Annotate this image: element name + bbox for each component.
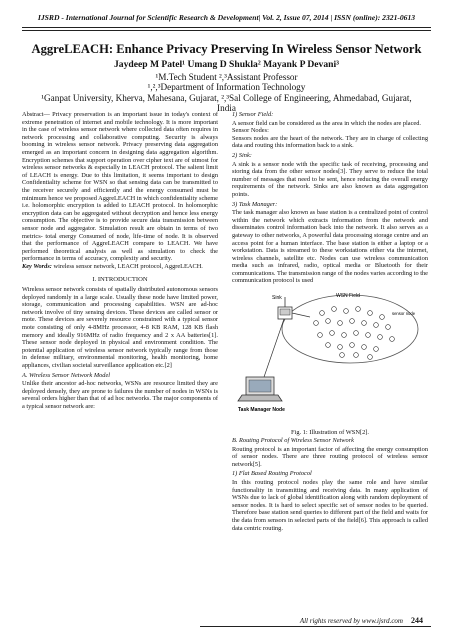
task-manager-text: The task manager also known as base station is a centralized point of control within the network which extracts information from the network and disseminates control information back into the network. It also serves as a gateway to other networks, A powerful data processing storage centre and an access point for a human interface. The base station is either a laptop or a workstation. Data is streamed to these workstations either via the internet, wireless channels, satellite etc. Nodes can use wireless communication media such as infrared, radio, optical media or Bluetooth for their communications. The transmission range of the nodes varies according to the communication protocol is used [232, 209, 428, 285]
keywords-text: wireless sensor network, LEACH protocol, AggreLEACH. [51, 262, 203, 270]
sensor-node-dot [340, 353, 345, 358]
sensor-node-dot [318, 333, 323, 338]
sensor-node-dot [366, 333, 371, 338]
page-footer [300, 616, 423, 625]
page-number: 244 [411, 616, 423, 625]
paper-title: AggreLEACH: Enhance Privacy Preserving In Wireless Sensor Network [31, 42, 422, 56]
sensor-node-dot [374, 347, 379, 352]
sink-title: 2) Sink: [232, 151, 252, 159]
sensor-node-dot [332, 307, 337, 312]
sensor-node-dot [338, 321, 343, 326]
sensor-node-dot [326, 319, 331, 324]
header-rule-2 [22, 30, 431, 31]
affiliation-line-1: ¹M.Tech Student ²,³Assistant Professor [155, 72, 298, 82]
sensor-node-dot [342, 333, 347, 338]
task-manager-label: Task Manager Node [238, 407, 285, 414]
footer-text: All rights reserved by www.ijsrd.com [299, 617, 403, 625]
sensor-node-dot [374, 323, 379, 328]
task-manager-title: 3) Task Manager: [232, 200, 278, 208]
sensor-node-dot [362, 321, 367, 326]
sensor-node-dot [380, 315, 385, 320]
abstract-text: Privacy preservation is an important issue in today's context of extreme penetration of internet and mobile technology. It is more important in the case of wireless sensor network where collected data often requires in network processing and collaborative computing. Security is always booming in wireless sensor network. Privacy preserving data aggregation emerged as an important concern in designing data aggregation algorithm. Encryption schemes that support operation over cipher text are of utmost for wireless sensor networks & especially in LEACH protocol. The salient limit of LEACH is energy. Due to this limitation, it seems important to design Confidentiality scheme for WSN so that sensing data can be transmitted to the receiver securely and efficiently and the energy consumed must be minimum hence we proposed AggreLEACH in which confidentiality scheme i.e. holomorphic encryption is added to LEACH protocol. In holomorphic encryption data can be aggregated without decryption and hence less energy consumption. The objective is to provide secure data transmission between sensor node and aggregator. Simulation result are obtain in terms of two metrics- total energy Consumed of node, life-time of node. It is observed that the performance of AggreLEACH compare to LEACH. We have performed theoretical analysis as well as simulation to check the performance in terms of accuracy, complexity and security. [22, 111, 218, 263]
abstract-label: Abstract— [22, 111, 50, 118]
affiliation-line-3: ¹Ganpat University, Kherva, Mahesana, Gujarat, ²,³Sal College of Engineering, Ahmedabad, Gujarat, [41, 93, 412, 103]
sensor-field-text: A sensor field can be considered as the area in which the nodes are placed. [232, 119, 422, 127]
sensor-node-dot [378, 335, 383, 340]
sink-link-arrow [292, 313, 310, 317]
sensor-node-dot [386, 325, 391, 330]
sensor-node-dot [390, 337, 395, 342]
figure-caption: Fig. 1: Illustration of WSN[2]. [291, 428, 369, 436]
sensor-node-dot [338, 345, 343, 350]
flat-routing-title: 1) Flat Based Routing Protocol [232, 470, 312, 478]
abstract [22, 111, 218, 263]
wsn-field-label: WSN Field [336, 293, 360, 300]
sensor-node-dot [354, 353, 359, 358]
keywords [22, 263, 218, 271]
introduction-text: Wireless sensor network consists of spatially distributed autonomous sensors deployed randomly in a large scale. Usually these node have limited power, storage, communication and processing capabilities. WSN are ad-hoc network involve of tiny sensing devices. These devices are called sensor or mote. These devices are severely resource constrained with a typical sensor mote consisting of only 4-8MHz processor, 4-8 KB RAM, 128 KB flash memory and ideally 916MHz of radio frequency and 2 x AA batteries[1]. These sensor node deployed in physical and environment condition. The potential application of wireless sensor network typically range from those in defense military, environmental monitoring, health monitoring, home appliances, civilian societal surveillance application etc.[2] [22, 286, 218, 369]
sensor-node-dot [368, 355, 373, 360]
sensor-node-dot [320, 311, 325, 316]
subsection-a-text: Unlike their ancestor ad-hoc networks, WSNs are resource limited they are deployed densely, they are prone to failures the number of nodes in WSNs is several orders higher than that of ad hoc networks. The major components of a typical sensor network are: [22, 380, 218, 410]
wsn-field-boundary [282, 295, 418, 363]
sensor-node-dot [354, 331, 359, 336]
right-column [232, 111, 428, 532]
wsn-diagram [232, 287, 428, 425]
affiliation-line-2: ¹,²,³Department of Information Technology [147, 82, 306, 92]
flat-routing-text: In this routing protocol nodes play the same role and have similar functionality in transmitting and receiving data. In many application of WSNs due to lack of global identification along with random deployment of sensor nodes. It is hard to select specific set of sensor nodes to be queried. Therefore base station send queries to different part of the field and waits for the data from sensors in selected parts of the field[6]. This approach is called data centric routing. [232, 479, 428, 532]
sensor-node-dot [344, 309, 349, 314]
paper-authors: Jaydeep M Patel¹ Umang D Shukla² Mayank P Devani³ [113, 59, 340, 70]
sensor-node-dot [330, 331, 335, 336]
sensor-node-dot [356, 307, 361, 312]
sensor-node-dot [362, 345, 367, 350]
task-manager-link [264, 319, 284, 377]
sensor-node-dot [326, 343, 331, 348]
sensor-node-dot [314, 321, 319, 326]
keywords-label: Key Words: [22, 262, 52, 270]
header-rule [22, 27, 431, 28]
section-introduction-title: I. INTRODUCTION [92, 276, 148, 284]
footer-rule [200, 626, 431, 627]
wsn-figure [232, 287, 428, 435]
subsection-b-title: B. Routing Protocol of Wireless Sensor Network [232, 437, 354, 445]
sensor-nodes [314, 307, 395, 360]
subsection-b-text: Routing protocol is an important factor of affecting the energy consumption of sensor nodes. There are three routing protocol of wireless sensor network[5]. [232, 445, 428, 468]
sink-text: A sink is a sensor node with the specific task of receiving, processing and storing data from the other sensor nodes[3]. They serve to reduce the total number of messages that need to be sent, hence reducing the overall energy requirements of the network. Sinks are also known as data aggregation points. [232, 160, 428, 198]
sensor-nodes-text: Sensors nodes are the heart of the network. They are in charge of collecting data and routing this information back to a sink. [232, 134, 428, 150]
subsection-a-title: A. Wireless Sensor Network Model [22, 371, 111, 379]
task-manager-laptop [238, 377, 282, 401]
sensor-node-dot [350, 343, 355, 348]
left-column [22, 111, 218, 411]
sink-label: Sink [272, 295, 282, 302]
sensor-nodes-title: Sensor Nodes: [232, 127, 269, 135]
journal-header: IJSRD - International Journal for Scientific Research & Development| Vol. 2, Issue 07, 2014 | ISSN (online): 2321-0613 [37, 13, 416, 22]
sensor-node-label: sensor node [392, 311, 416, 317]
sensor-field-title: 1) Sensor Field: [232, 111, 274, 118]
affiliation-line-4: India [217, 103, 236, 113]
sensor-node-dot [350, 319, 355, 324]
sensor-node-dot [368, 311, 373, 316]
